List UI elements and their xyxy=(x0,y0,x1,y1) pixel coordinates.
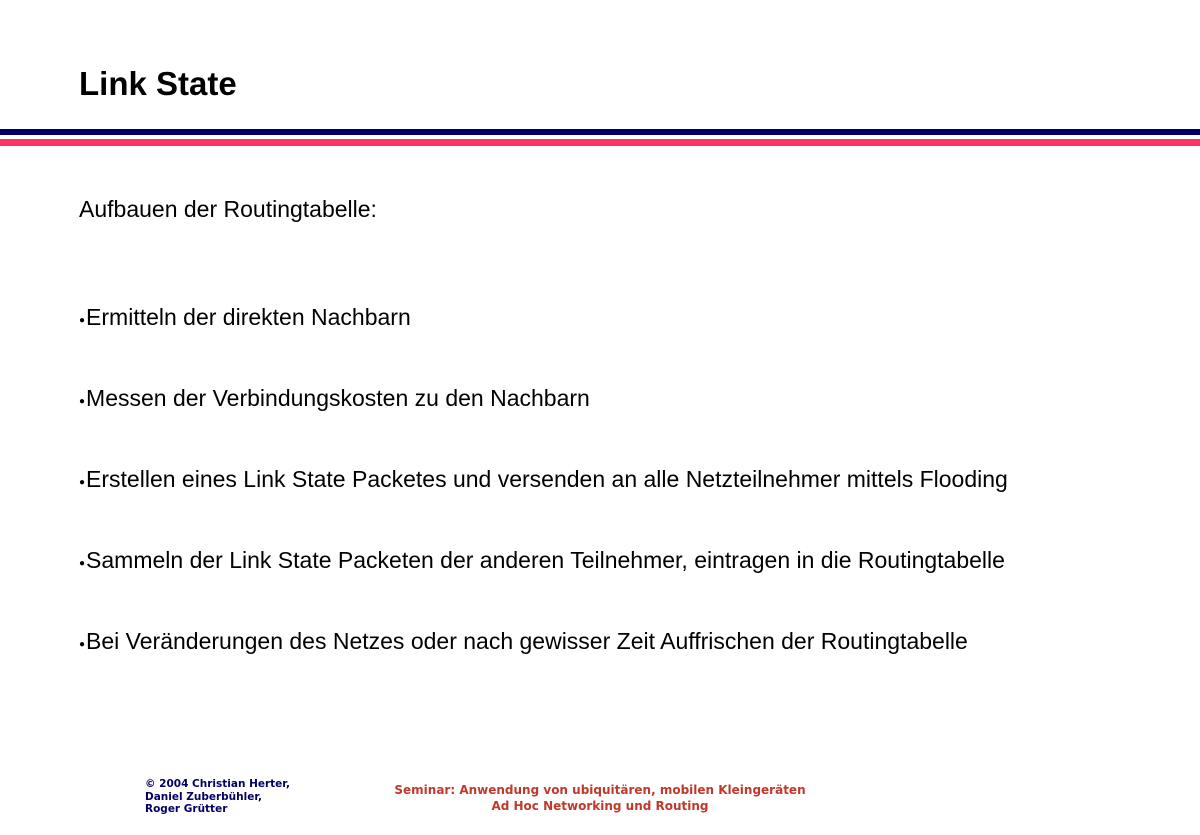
bullet-text: Ermitteln der direkten Nachbarn xyxy=(86,304,411,330)
bullet-item xyxy=(79,626,1179,660)
bullet-text: Messen der Verbindungskosten zu den Nachbarn xyxy=(86,385,590,411)
bullet-item xyxy=(79,545,1179,579)
footer-seminar-subtitle: Ad Hoc Networking und Routing xyxy=(491,799,709,813)
intro-text: Aufbauen der Routingtabelle: xyxy=(79,196,377,222)
bullet-icon: ● xyxy=(79,315,86,326)
bullet-list xyxy=(79,302,1179,707)
bullet-item xyxy=(79,383,1179,417)
bullet-text: Sammeln der Link State Packeten der anderen Teilnehmer, eintragen in die Routingtabelle xyxy=(86,547,1005,573)
bullet-item xyxy=(79,464,1179,498)
bullet-icon: ● xyxy=(79,477,86,488)
bullet-text: Bei Veränderungen des Netzes oder nach gewisser Zeit Auffrischen der Routingtabelle xyxy=(86,628,968,654)
header-rule-pink xyxy=(0,139,1200,146)
bullet-text: Erstellen eines Link State Packetes und versenden an alle Netzteilnehmer mittels Flooding xyxy=(86,466,1008,492)
footer-seminar xyxy=(0,782,1200,814)
header-rule-navy xyxy=(0,129,1200,135)
bullet-icon: ● xyxy=(79,396,86,407)
bullet-item xyxy=(79,302,1179,336)
slide-title: Link State xyxy=(79,65,237,102)
footer-copyright: © 2004 Christian Herter, Daniel Zuberbühler, Roger Grütter xyxy=(145,778,290,815)
bullet-icon: ● xyxy=(79,639,86,650)
footer-seminar-title: Seminar: Anwendung von ubiquitären, mobilen Kleingeräten xyxy=(394,783,806,797)
bullet-icon: ● xyxy=(79,558,86,569)
